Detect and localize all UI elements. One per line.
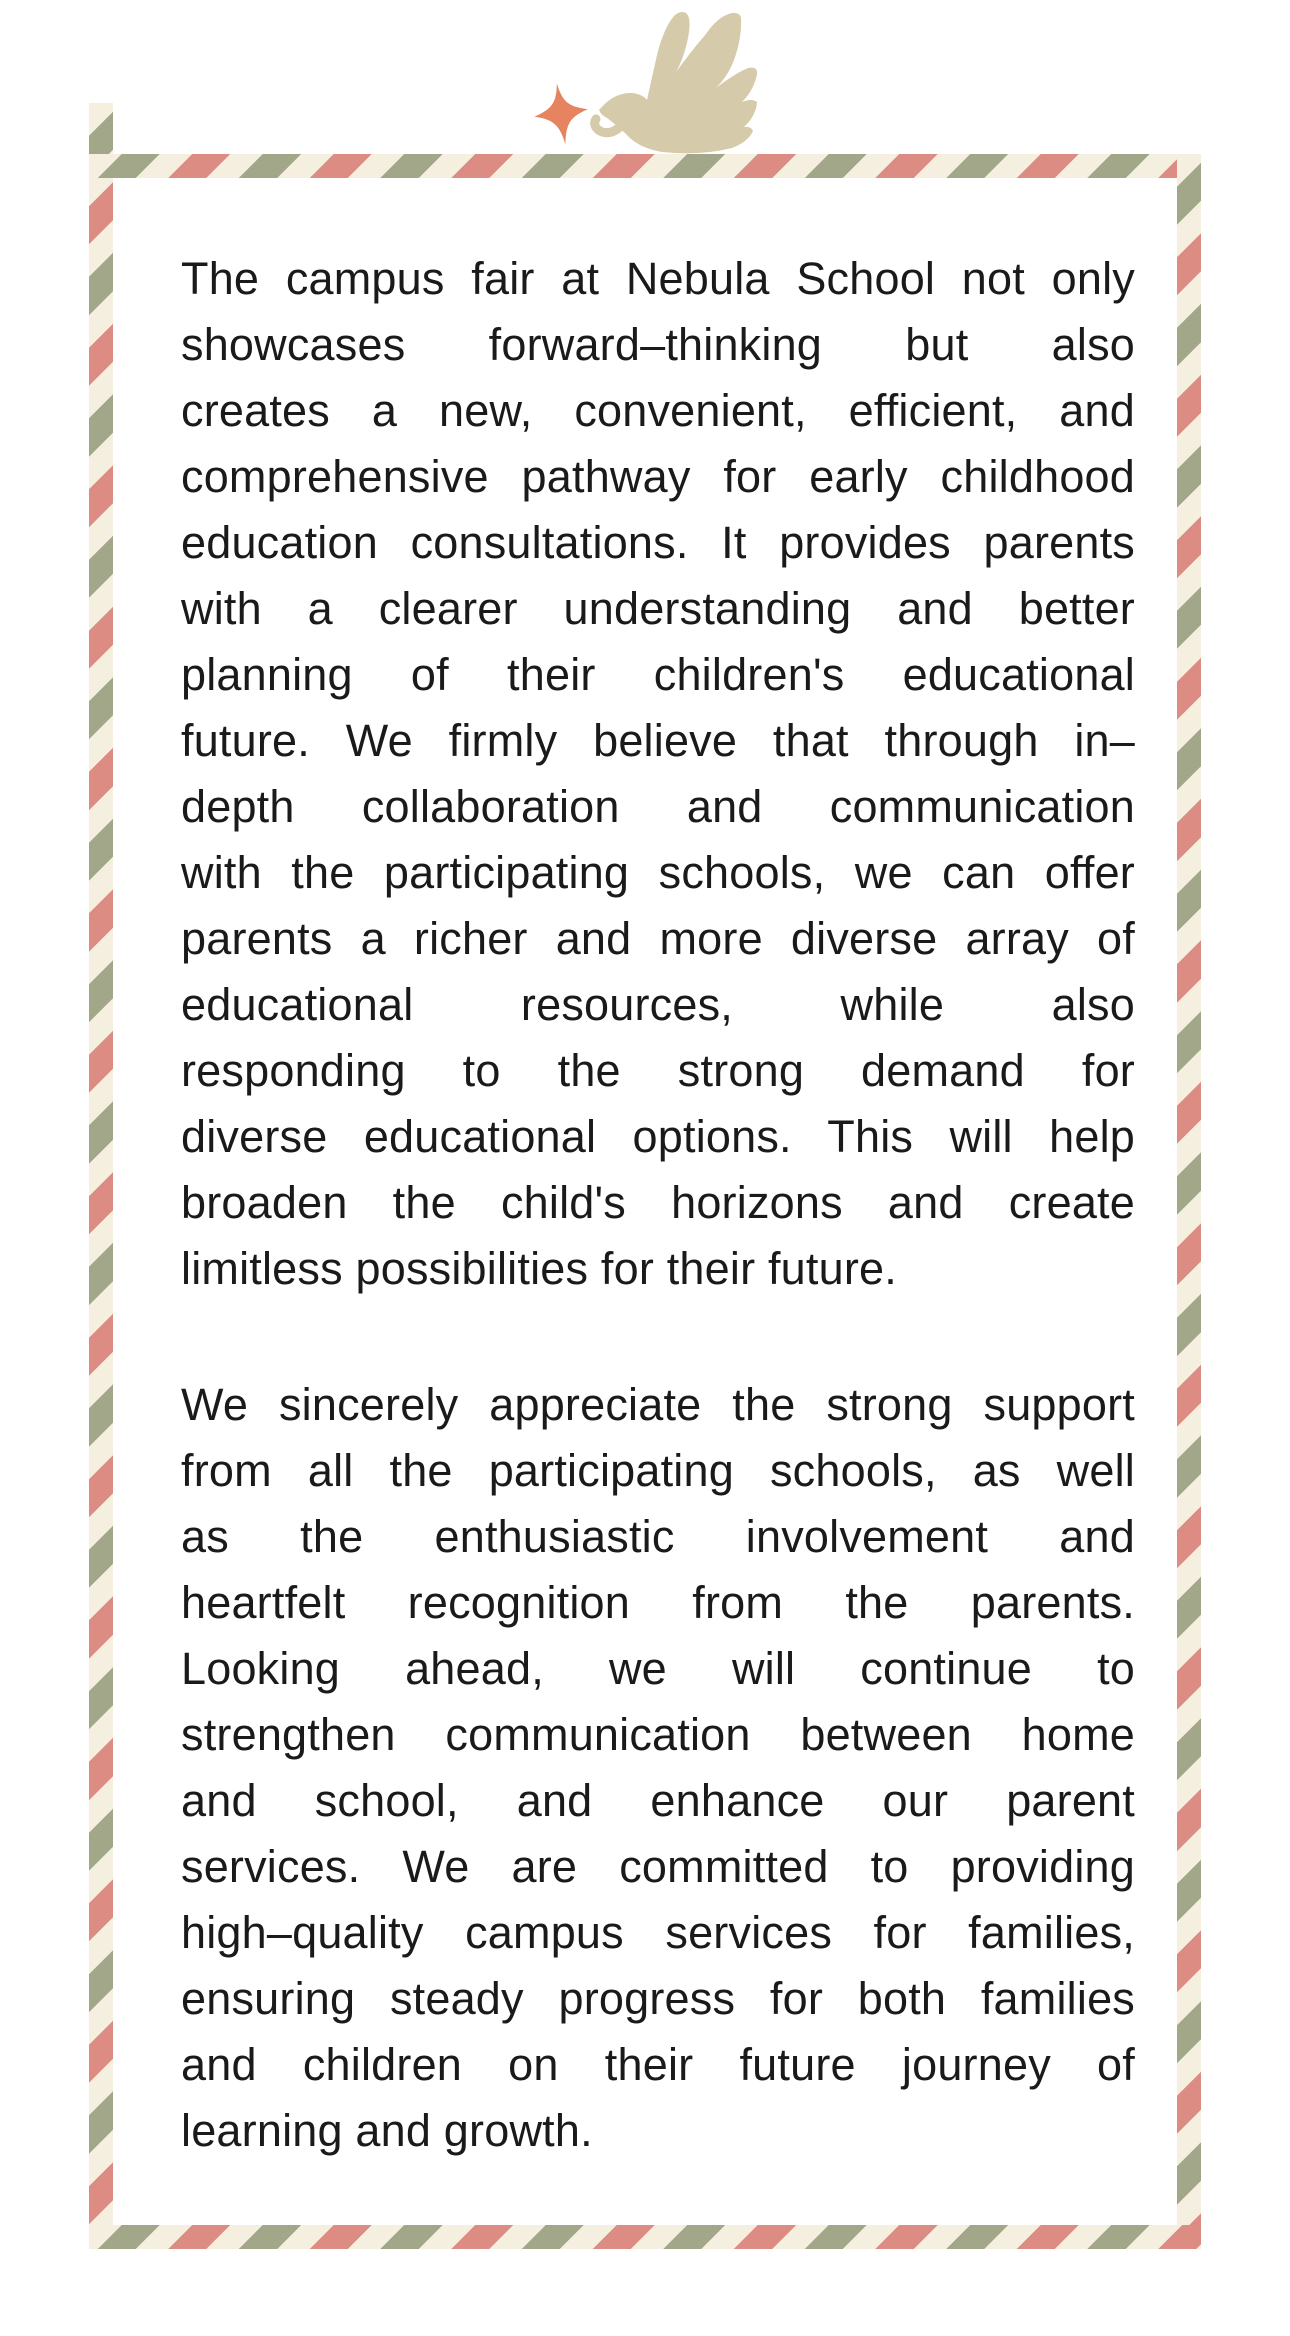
- text-line: strengthen communication between home: [181, 1709, 1135, 1760]
- text-line: from all the participating schools, as well: [181, 1445, 1135, 1496]
- text-line: as the enthusiastic involvement and: [181, 1511, 1135, 1562]
- text-line: educational resources, while also: [181, 979, 1135, 1030]
- frame-stripe-bottom: [89, 2225, 1201, 2249]
- text-line: comprehensive pathway for early childhood: [181, 451, 1135, 502]
- text-line: parents a richer and more diverse array of: [181, 913, 1135, 964]
- letter-body: [181, 246, 1135, 2164]
- text-line: and children on their future journey of: [181, 2039, 1135, 2090]
- frame-stripe-top: [89, 154, 1201, 178]
- text-line: creates a new, convenient, efficient, and: [181, 385, 1135, 436]
- text-line: heartfelt recognition from the parents.: [181, 1577, 1135, 1628]
- text-line: The campus fair at Nebula School not only: [181, 253, 1135, 304]
- text-line: future. We firmly believe that through in–: [181, 715, 1135, 766]
- text-line: with the participating schools, we can offer: [181, 847, 1135, 898]
- text-line: learning and growth.: [181, 2105, 593, 2156]
- text-line: high–quality campus services for families,: [181, 1907, 1135, 1958]
- sparkle-icon: [530, 80, 592, 149]
- text-line: Looking ahead, we will continue to: [181, 1643, 1135, 1694]
- text-line: education consultations. It provides parents: [181, 517, 1135, 568]
- text-line: limitless possibilities for their future.: [181, 1243, 897, 1294]
- text-line: responding to the strong demand for: [181, 1045, 1135, 1096]
- frame-stripe-left: [89, 103, 113, 2249]
- text-line: ensuring steady progress for both families: [181, 1973, 1135, 2024]
- text-line: planning of their children's educational: [181, 649, 1135, 700]
- dove-icon: [595, 12, 757, 153]
- frame-stripe-right: [1177, 154, 1201, 2249]
- paragraph: [181, 1372, 1135, 2164]
- text-line: services. We are committed to providing: [181, 1841, 1135, 1892]
- paragraph: [181, 246, 1135, 1302]
- text-line: depth collaboration and communication: [181, 781, 1135, 832]
- text-line: and school, and enhance our parent: [181, 1775, 1135, 1826]
- text-line: broaden the child's horizons and create: [181, 1177, 1135, 1228]
- text-line: We sincerely appreciate the strong support: [181, 1379, 1135, 1430]
- text-line: with a clearer understanding and better: [181, 583, 1135, 634]
- text-line: diverse educational options. This will help: [181, 1111, 1135, 1162]
- text-line: showcases forward–thinking but also: [181, 319, 1135, 370]
